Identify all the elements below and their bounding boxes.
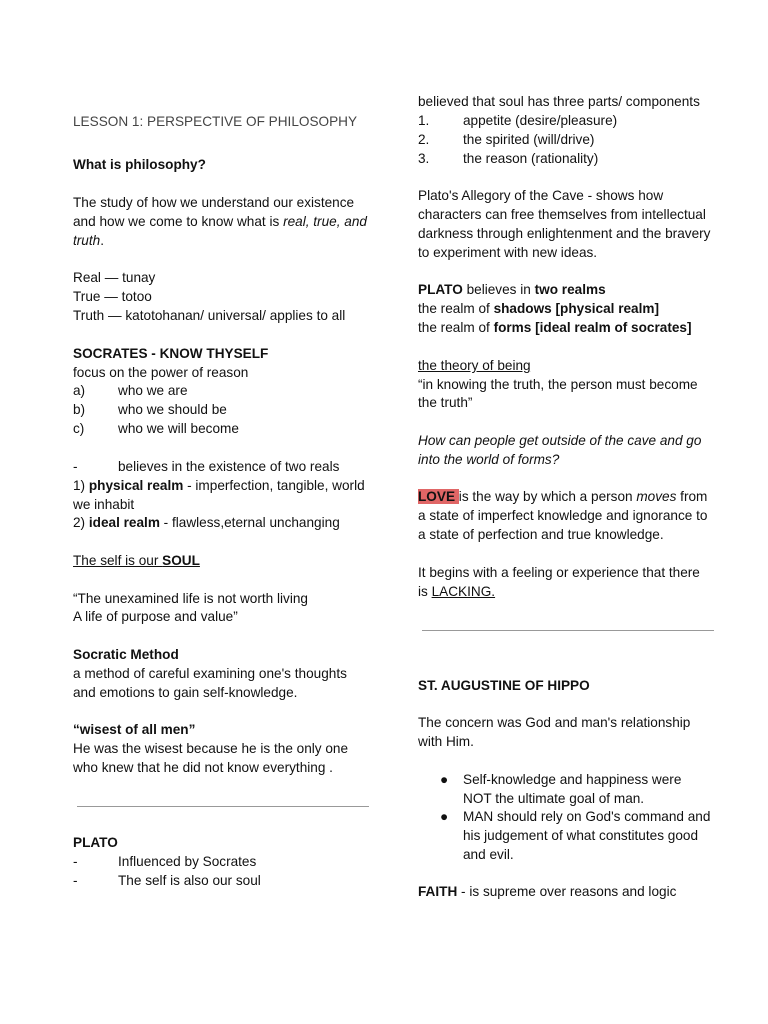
divider [77, 806, 369, 807]
bold-term: forms [ideal realm of socrates] [493, 320, 692, 335]
bold-term: physical realm [88, 478, 184, 493]
bold-term: ideal realm [88, 515, 160, 530]
section-heading-socrates: SOCRATES - KNOW THYSELF [73, 346, 269, 361]
list-text: The self is also our soul [118, 873, 261, 888]
text: - flawless,eternal unchanging [159, 515, 340, 530]
love-line: a state of perfection and true knowledge. [418, 527, 664, 542]
realm-shadows-line [418, 299, 659, 318]
bold-term: two realms [534, 282, 606, 297]
glossary-real: Real — tunay [73, 270, 156, 285]
method-line: and emotions to gain self-knowledge. [73, 685, 298, 700]
list-text: who we are [118, 383, 188, 398]
bullet-item [418, 770, 681, 789]
glossary-true: True — totoo [73, 289, 152, 304]
list-text: the spirited (will/drive) [463, 132, 595, 147]
bullet-text: MAN should rely on God's command and [463, 809, 711, 824]
text: believes in [462, 282, 535, 297]
theory-of-being-heading: the theory of being [418, 358, 531, 373]
text: the realm of [418, 320, 494, 335]
definition-line [73, 212, 367, 231]
bullet-text: Self-knowledge and happiness were [463, 772, 682, 787]
glossary-truth: Truth — katotohanan/ universal/ applies to all [73, 308, 346, 323]
list-marker: c) [73, 421, 85, 436]
bullet-item [418, 807, 710, 826]
text: is the way by which a person [458, 489, 637, 504]
quote-line: A life of purpose and value” [73, 609, 238, 624]
concern-line: The concern was God and man's relationship [418, 715, 691, 730]
list-item [73, 457, 339, 476]
bold-term: FAITH [418, 884, 458, 899]
section-heading-wisest: “wisest of all men” [73, 722, 196, 737]
section-heading-what-is-philosophy: What is philosophy? [73, 157, 206, 172]
text: The self is our [73, 553, 163, 568]
list-item [73, 381, 188, 400]
text: is [418, 584, 432, 599]
highlighted-term: LOVE [418, 489, 459, 504]
realm-forms-line [418, 318, 692, 337]
list-item [418, 130, 594, 149]
list-marker: - [73, 854, 78, 869]
section-heading-socratic-method: Socratic Method [73, 647, 179, 662]
bold-term: PLATO [418, 282, 463, 297]
self-soul-line [73, 551, 200, 570]
method-line: a method of careful examining one's thoughts [73, 666, 347, 681]
quote-line: “The unexamined life is not worth living [73, 591, 308, 606]
list-marker: 3. [418, 151, 430, 166]
cave-line: characters can free themselves from intellectual [418, 207, 706, 222]
list-item [418, 149, 598, 168]
question-line: How can people get outside of the cave and go [418, 433, 702, 448]
love-line [418, 487, 707, 506]
lesson-title: LESSON 1: PERSPECTIVE OF PHILOSOPHY [73, 114, 358, 129]
definition-line: The study of how we understand our existence [73, 195, 355, 210]
lacking-line [418, 582, 495, 601]
physical-realm-line: we inhabit [73, 497, 135, 512]
love-line: a state of imperfect knowledge and ignorance to [418, 508, 708, 523]
emphasis-text: real, true, and [283, 214, 367, 229]
question-line: into the world of forms? [418, 452, 560, 467]
bullet-text: NOT the ultimate goal of man. [463, 791, 645, 806]
list-marker: - [73, 459, 78, 474]
being-quote-line: the truth” [418, 395, 473, 410]
list-marker: 1. [418, 113, 430, 128]
list-marker: b) [73, 402, 86, 417]
cave-line: Plato's Allegory of the Cave - shows how [418, 188, 664, 203]
emphasis-text: truth [73, 233, 101, 248]
list-text: appetite (desire/pleasure) [463, 113, 618, 128]
wisest-line: who knew that he did not know everything . [73, 760, 333, 775]
list-item [73, 400, 227, 419]
soul-parts-intro: believed that soul has three parts/ components [418, 94, 700, 109]
text: and how we come to know what is [73, 214, 284, 229]
two-realms-line [418, 280, 606, 299]
socrates-focus: focus on the power of reason [73, 365, 249, 380]
list-text: who we should be [118, 402, 227, 417]
section-heading-plato: PLATO [73, 835, 118, 850]
bold-term: SOUL [162, 553, 200, 568]
being-quote-line: “in knowing the truth, the person must become [418, 377, 698, 392]
bold-term: shadows [physical realm] [493, 301, 660, 316]
text: 1) [73, 478, 89, 493]
list-marker: - [73, 873, 78, 888]
list-text: who we will become [118, 421, 239, 436]
list-text: Influenced by Socrates [118, 854, 257, 869]
list-item [73, 852, 256, 871]
emphasis-text: moves [636, 489, 677, 504]
bullet-text: his judgement of what constitutes good [463, 828, 699, 843]
cave-line: darkness through enlightenment and the bravery [418, 226, 711, 241]
ideal-realm-line [73, 513, 340, 532]
text: - imperfection, tangible, world [183, 478, 365, 493]
wisest-line: He was the wisest because he is the only one [73, 741, 349, 756]
bullet-marker: ● [440, 772, 449, 787]
definition-line [73, 231, 104, 250]
faith-line [418, 882, 676, 901]
divider [422, 630, 714, 631]
list-item [73, 871, 261, 890]
list-text: the reason (rationality) [463, 151, 599, 166]
lacking-line: It begins with a feeling or experience that there [418, 565, 700, 580]
text: from [676, 489, 708, 504]
list-marker: 2. [418, 132, 430, 147]
cave-line: to experiment with new ideas. [418, 245, 598, 260]
list-marker: a) [73, 383, 86, 398]
list-item [418, 111, 617, 130]
text: the realm of [418, 301, 494, 316]
physical-realm-line [73, 476, 365, 495]
bullet-marker: ● [440, 809, 449, 824]
text: 2) [73, 515, 89, 530]
bullet-text: and evil. [463, 847, 514, 862]
text: - is supreme over reasons and logic [457, 884, 677, 899]
text: . [100, 233, 104, 248]
list-item [73, 419, 239, 438]
underlined-term: LACKING. [431, 584, 496, 599]
section-heading-augustine: ST. AUGUSTINE OF HIPPO [418, 678, 590, 693]
concern-line: with Him. [418, 734, 474, 749]
list-text: believes in the existence of two reals [118, 459, 340, 474]
